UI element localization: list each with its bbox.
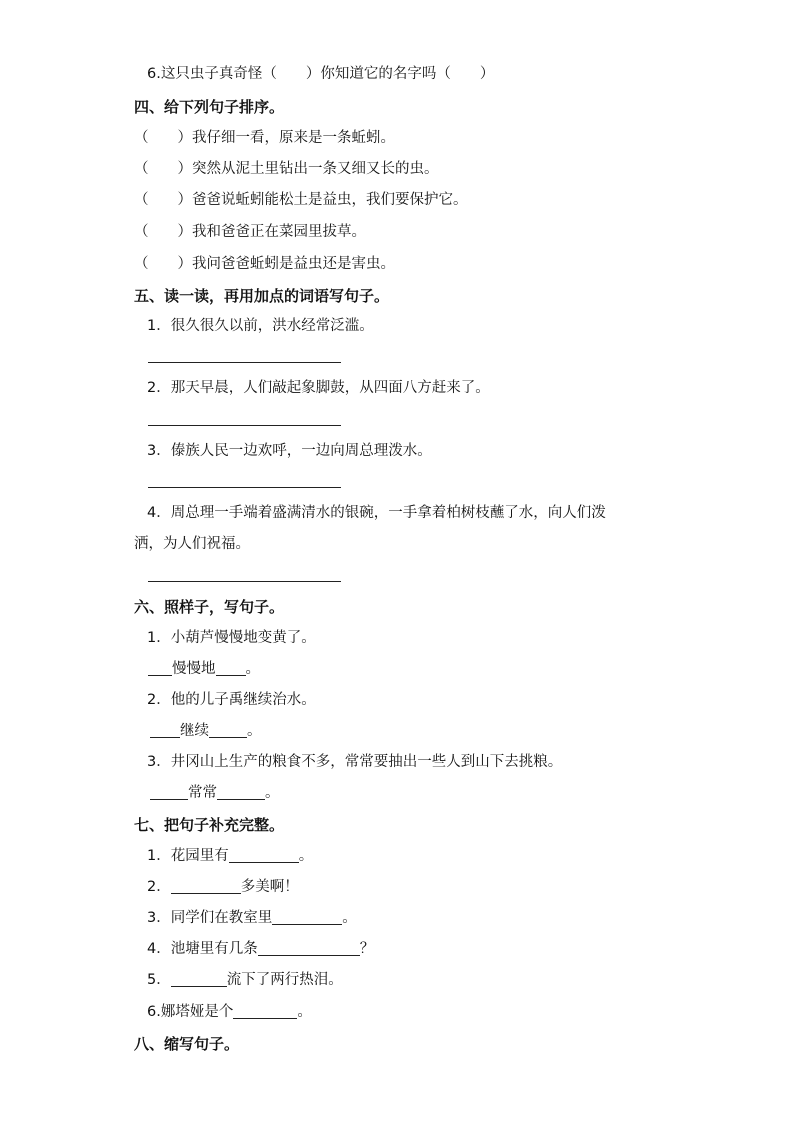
sort-item-1: （ ）我仔细一看，原来是一条蚯蚓。 [134,130,395,146]
blank[interactable] [171,877,241,894]
blank[interactable] [209,721,247,738]
question-item-6: 6.这只虫子真奇怪（ ）你知道它的名字吗（ ） [147,66,495,82]
answer-line-3[interactable] [148,487,341,488]
fill-row-3: 常常 。 [150,783,280,803]
complete-item-4: 4．池塘里有几条 ？ [147,941,375,957]
section-8-title: 八、缩写句子。 [134,1035,240,1053]
blank[interactable] [216,659,246,676]
read-item-2: 2．那天早晨，人们敲起象脚鼓，从四面八方赶来了。 [147,380,490,396]
complete-item-5: 5． 流下了两行热泪。 [147,972,343,988]
complete-item-3: 3．同学们在教室里 。 [147,910,357,926]
sort-item-3: （ ）爸爸说蚯蚓能松土是益虫，我们要保护它。 [134,192,468,208]
fill-row-1: 慢慢地 。 [148,659,260,679]
answer-line-1[interactable] [148,362,341,363]
answer-line-4[interactable] [148,581,341,582]
blank[interactable] [272,908,342,925]
section-7-title: 七、把句子补充完整。 [134,816,285,834]
example-3: 3．井冈山上生产的粮食不多，常常要抽出一些人到山下去挑粮。 [147,754,563,770]
blank[interactable] [150,721,180,738]
sort-item-4: （ ）我和爸爸正在菜园里拔草。 [134,224,366,240]
complete-item-2: 2． 多美啊！ [147,879,299,895]
complete-item-1: 1．花园里有 。 [147,848,314,864]
blank[interactable] [258,939,360,956]
example-2: 2．他的儿子禹继续治水。 [147,692,316,708]
section-6-title: 六、照样子，写句子。 [134,598,285,616]
sort-item-2: （ ）突然从泥土里钻出一条又细又长的虫。 [134,161,439,177]
example-1: 1．小葫芦慢慢地变黄了。 [147,630,316,646]
read-item-3: 3．傣族人民一边欢呼，一边向周总理泼水。 [147,443,432,459]
blank[interactable] [148,659,172,676]
read-item-4: 4．周总理一手端着盛满清水的银碗，一手拿着柏树枝蘸了水，向人们泼 [147,505,606,521]
sort-item-5: （ ）我问爸爸蚯蚓是益虫还是害虫。 [134,256,395,272]
answer-line-2[interactable] [148,425,341,426]
blank[interactable] [217,783,265,800]
blank[interactable] [171,970,227,987]
read-item-1: 1．很久很久以前，洪水经常泛滥。 [147,318,374,334]
blank[interactable] [233,1002,297,1019]
blank[interactable] [150,783,188,800]
read-item-4-cont: 洒，为人们祝福。 [134,536,250,552]
fill-row-2: 继续 。 [150,721,262,741]
blank[interactable] [229,846,299,863]
complete-item-6: 6.娜塔娅是个 。 [147,1004,312,1020]
section-5-title: 五、读一读，再用加点的词语写句子。 [134,287,390,305]
section-4-title: 四、给下列句子排序。 [134,98,285,116]
